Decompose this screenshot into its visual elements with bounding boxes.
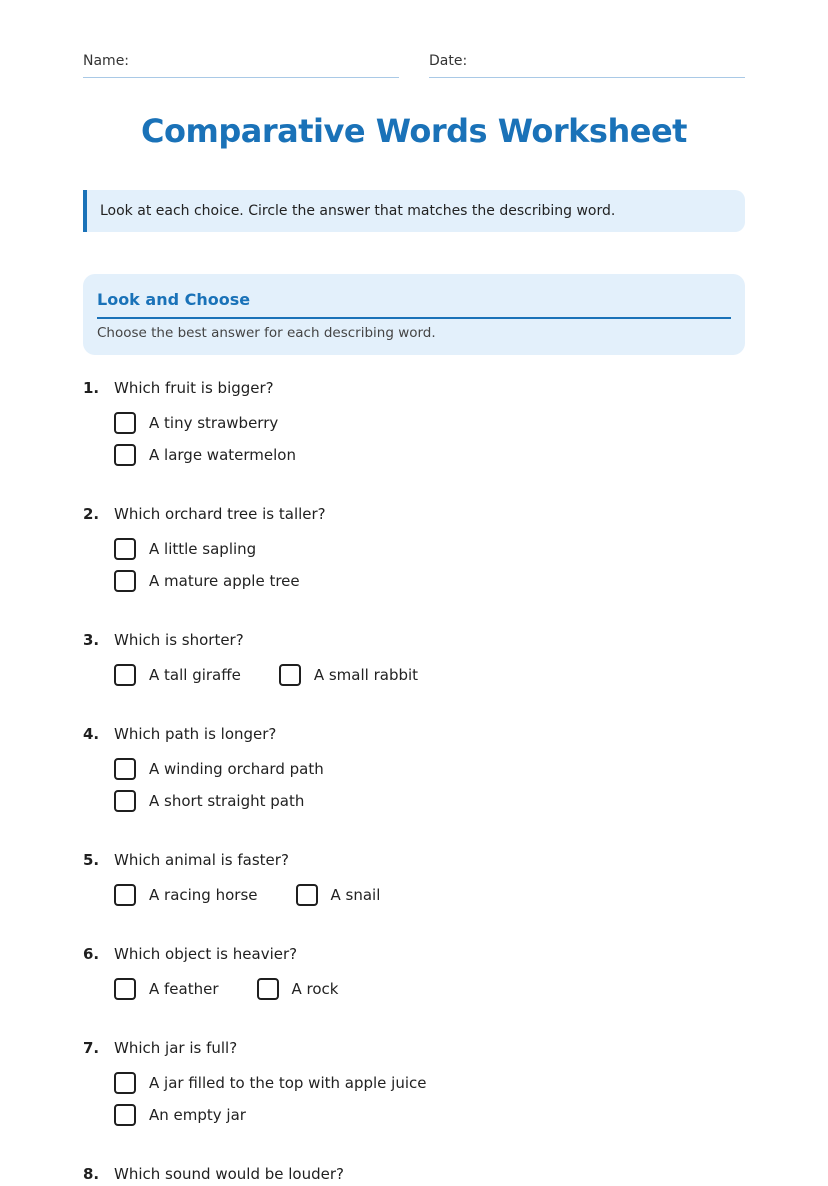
answer-option[interactable] [114,788,745,814]
option-group [114,882,745,908]
question-number: 2. [83,505,100,523]
question-text: Which object is heavier? [114,945,298,963]
question-header [83,376,745,400]
option-label: A winding orchard path [149,760,324,778]
question-text: Which sound would be louder? [114,1165,344,1183]
option-group [114,976,745,1002]
answer-option[interactable] [279,662,418,688]
question-header [83,502,745,526]
option-label: An empty jar [149,1106,246,1124]
question-header [83,848,745,872]
answer-option[interactable] [114,1070,745,1096]
question-2 [83,502,745,628]
question-header [83,942,745,966]
question-text: Which is shorter? [114,631,244,649]
option-group [114,536,745,594]
checkbox[interactable] [114,570,136,592]
answer-option[interactable] [114,976,219,1002]
option-label: A feather [149,980,219,998]
question-1 [83,376,745,502]
option-label: A racing horse [149,886,258,904]
question-6 [83,942,745,1036]
question-header [83,628,745,652]
question-5 [83,848,745,942]
question-number: 6. [83,945,100,963]
checkbox[interactable] [114,884,136,906]
page-title: Comparative Words Worksheet [141,112,687,150]
answer-option[interactable] [114,536,745,562]
name-label: Name: [83,53,130,69]
question-text: Which animal is faster? [114,851,289,869]
answer-option[interactable] [114,568,745,594]
option-group [114,756,745,814]
option-group [114,410,745,468]
option-label: A large watermelon [149,446,296,464]
answer-option[interactable] [114,756,745,782]
answer-option[interactable] [114,410,745,436]
header-fields [83,51,745,77]
question-text: Which fruit is bigger? [114,379,274,397]
question-header [83,1036,745,1060]
question-8 [83,1162,745,1186]
answer-option[interactable] [114,662,241,688]
question-text: Which orchard tree is taller? [114,505,326,523]
checkbox[interactable] [257,978,279,1000]
option-group [114,1070,745,1128]
date-field[interactable] [429,51,745,78]
option-group [114,662,745,688]
question-text: Which jar is full? [114,1039,238,1057]
option-label: A snail [330,886,381,904]
option-label: A rock [291,980,339,998]
option-label: A jar filled to the top with apple juice [149,1074,427,1092]
question-number: 5. [83,851,100,869]
option-label: A tiny strawberry [149,414,279,432]
checkbox[interactable] [114,664,136,686]
checkbox[interactable] [114,412,136,434]
section-subtitle: Choose the best answer for each describing word. [97,325,436,341]
answer-option[interactable] [114,442,745,468]
question-header [83,722,745,746]
question-number: 7. [83,1039,100,1057]
checkbox[interactable] [114,758,136,780]
question-7 [83,1036,745,1162]
answer-option[interactable] [296,882,381,908]
option-label: A little sapling [149,540,257,558]
question-3 [83,628,745,722]
question-4 [83,722,745,848]
question-list [83,376,745,1186]
question-header [83,1162,745,1186]
section-header [83,274,745,355]
checkbox[interactable] [114,978,136,1000]
answer-option[interactable] [257,976,339,1002]
checkbox[interactable] [296,884,318,906]
question-number: 1. [83,379,100,397]
question-text: Which path is longer? [114,725,277,743]
question-number: 8. [83,1165,100,1183]
date-label: Date: [429,53,468,69]
checkbox[interactable] [279,664,301,686]
section-title: Look and Choose [97,288,731,319]
checkbox[interactable] [114,790,136,812]
answer-option[interactable] [114,882,258,908]
checkbox[interactable] [114,1104,136,1126]
checkbox[interactable] [114,1072,136,1094]
checkbox[interactable] [114,444,136,466]
instructions-box: Look at each choice. Circle the answer that matches the describing word. [83,190,745,232]
question-number: 4. [83,725,100,743]
question-number: 3. [83,631,100,649]
answer-option[interactable] [114,1102,745,1128]
option-label: A short straight path [149,792,305,810]
option-label: A small rabbit [313,666,419,684]
name-field[interactable] [83,51,399,78]
option-label: A tall giraffe [149,666,241,684]
checkbox[interactable] [114,538,136,560]
option-label: A mature apple tree [149,572,300,590]
